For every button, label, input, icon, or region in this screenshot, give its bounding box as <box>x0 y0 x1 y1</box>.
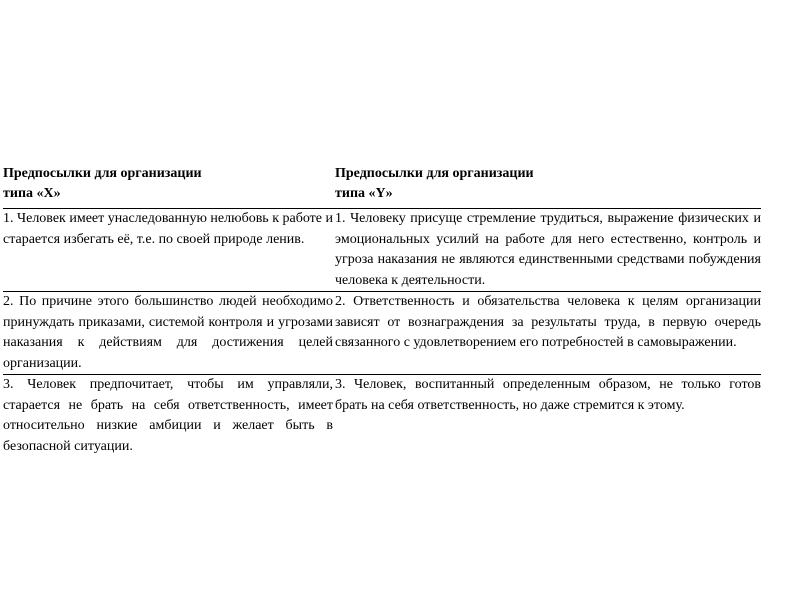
cell-y-3: 3. Человек, воспитанный определенным образом, не только готов брать на себя ответственность, но даже стремится к этому. <box>335 375 761 458</box>
table-row-1 <box>3 209 761 292</box>
header-type-y <box>335 164 761 209</box>
cell-x-3: 3. Человек предпочитает, чтобы им управляли, старается не брать на себя ответственность, имеет относительно низкие амбиции и желает быть в безопасной ситуации. <box>3 375 335 458</box>
comparison-table <box>3 164 761 457</box>
header-type-y-line2: типа «Y» <box>335 186 393 201</box>
cell-y-2: 2. Ответственность и обязательства человека к целям организации зависят от вознаграждения за результаты труда, в первую очередь связанного с удовлетворением его потребностей в самовыражении. <box>335 292 761 375</box>
header-type-x-line2: типа «X» <box>3 186 61 201</box>
table-header-row <box>3 164 761 209</box>
cell-x-2: 2. По причине этого большинство людей необходимо принуждать приказами, системой контроля и угрозами наказания к действиям для достижения целей организации. <box>3 292 335 375</box>
table-row-3 <box>3 375 761 458</box>
table-row-2 <box>3 292 761 375</box>
header-type-x-line1: Предпосылки для организации <box>3 166 202 181</box>
header-type-y-line1: Предпосылки для организации <box>335 166 534 181</box>
header-type-x <box>3 164 335 209</box>
cell-y-1: 1. Человеку присуще стремление трудиться, выражение физических и эмоциональных усилий на работе для него естественно, контроль и угроза наказания не являются единственными средствами побуждения человека к деятельности. <box>335 209 761 292</box>
cell-x-1: 1. Человек имеет унаследованную нелюбовь к работе и старается избегать её, т.е. по своей природе ленив. <box>3 209 335 292</box>
comparison-table-container <box>3 164 761 457</box>
